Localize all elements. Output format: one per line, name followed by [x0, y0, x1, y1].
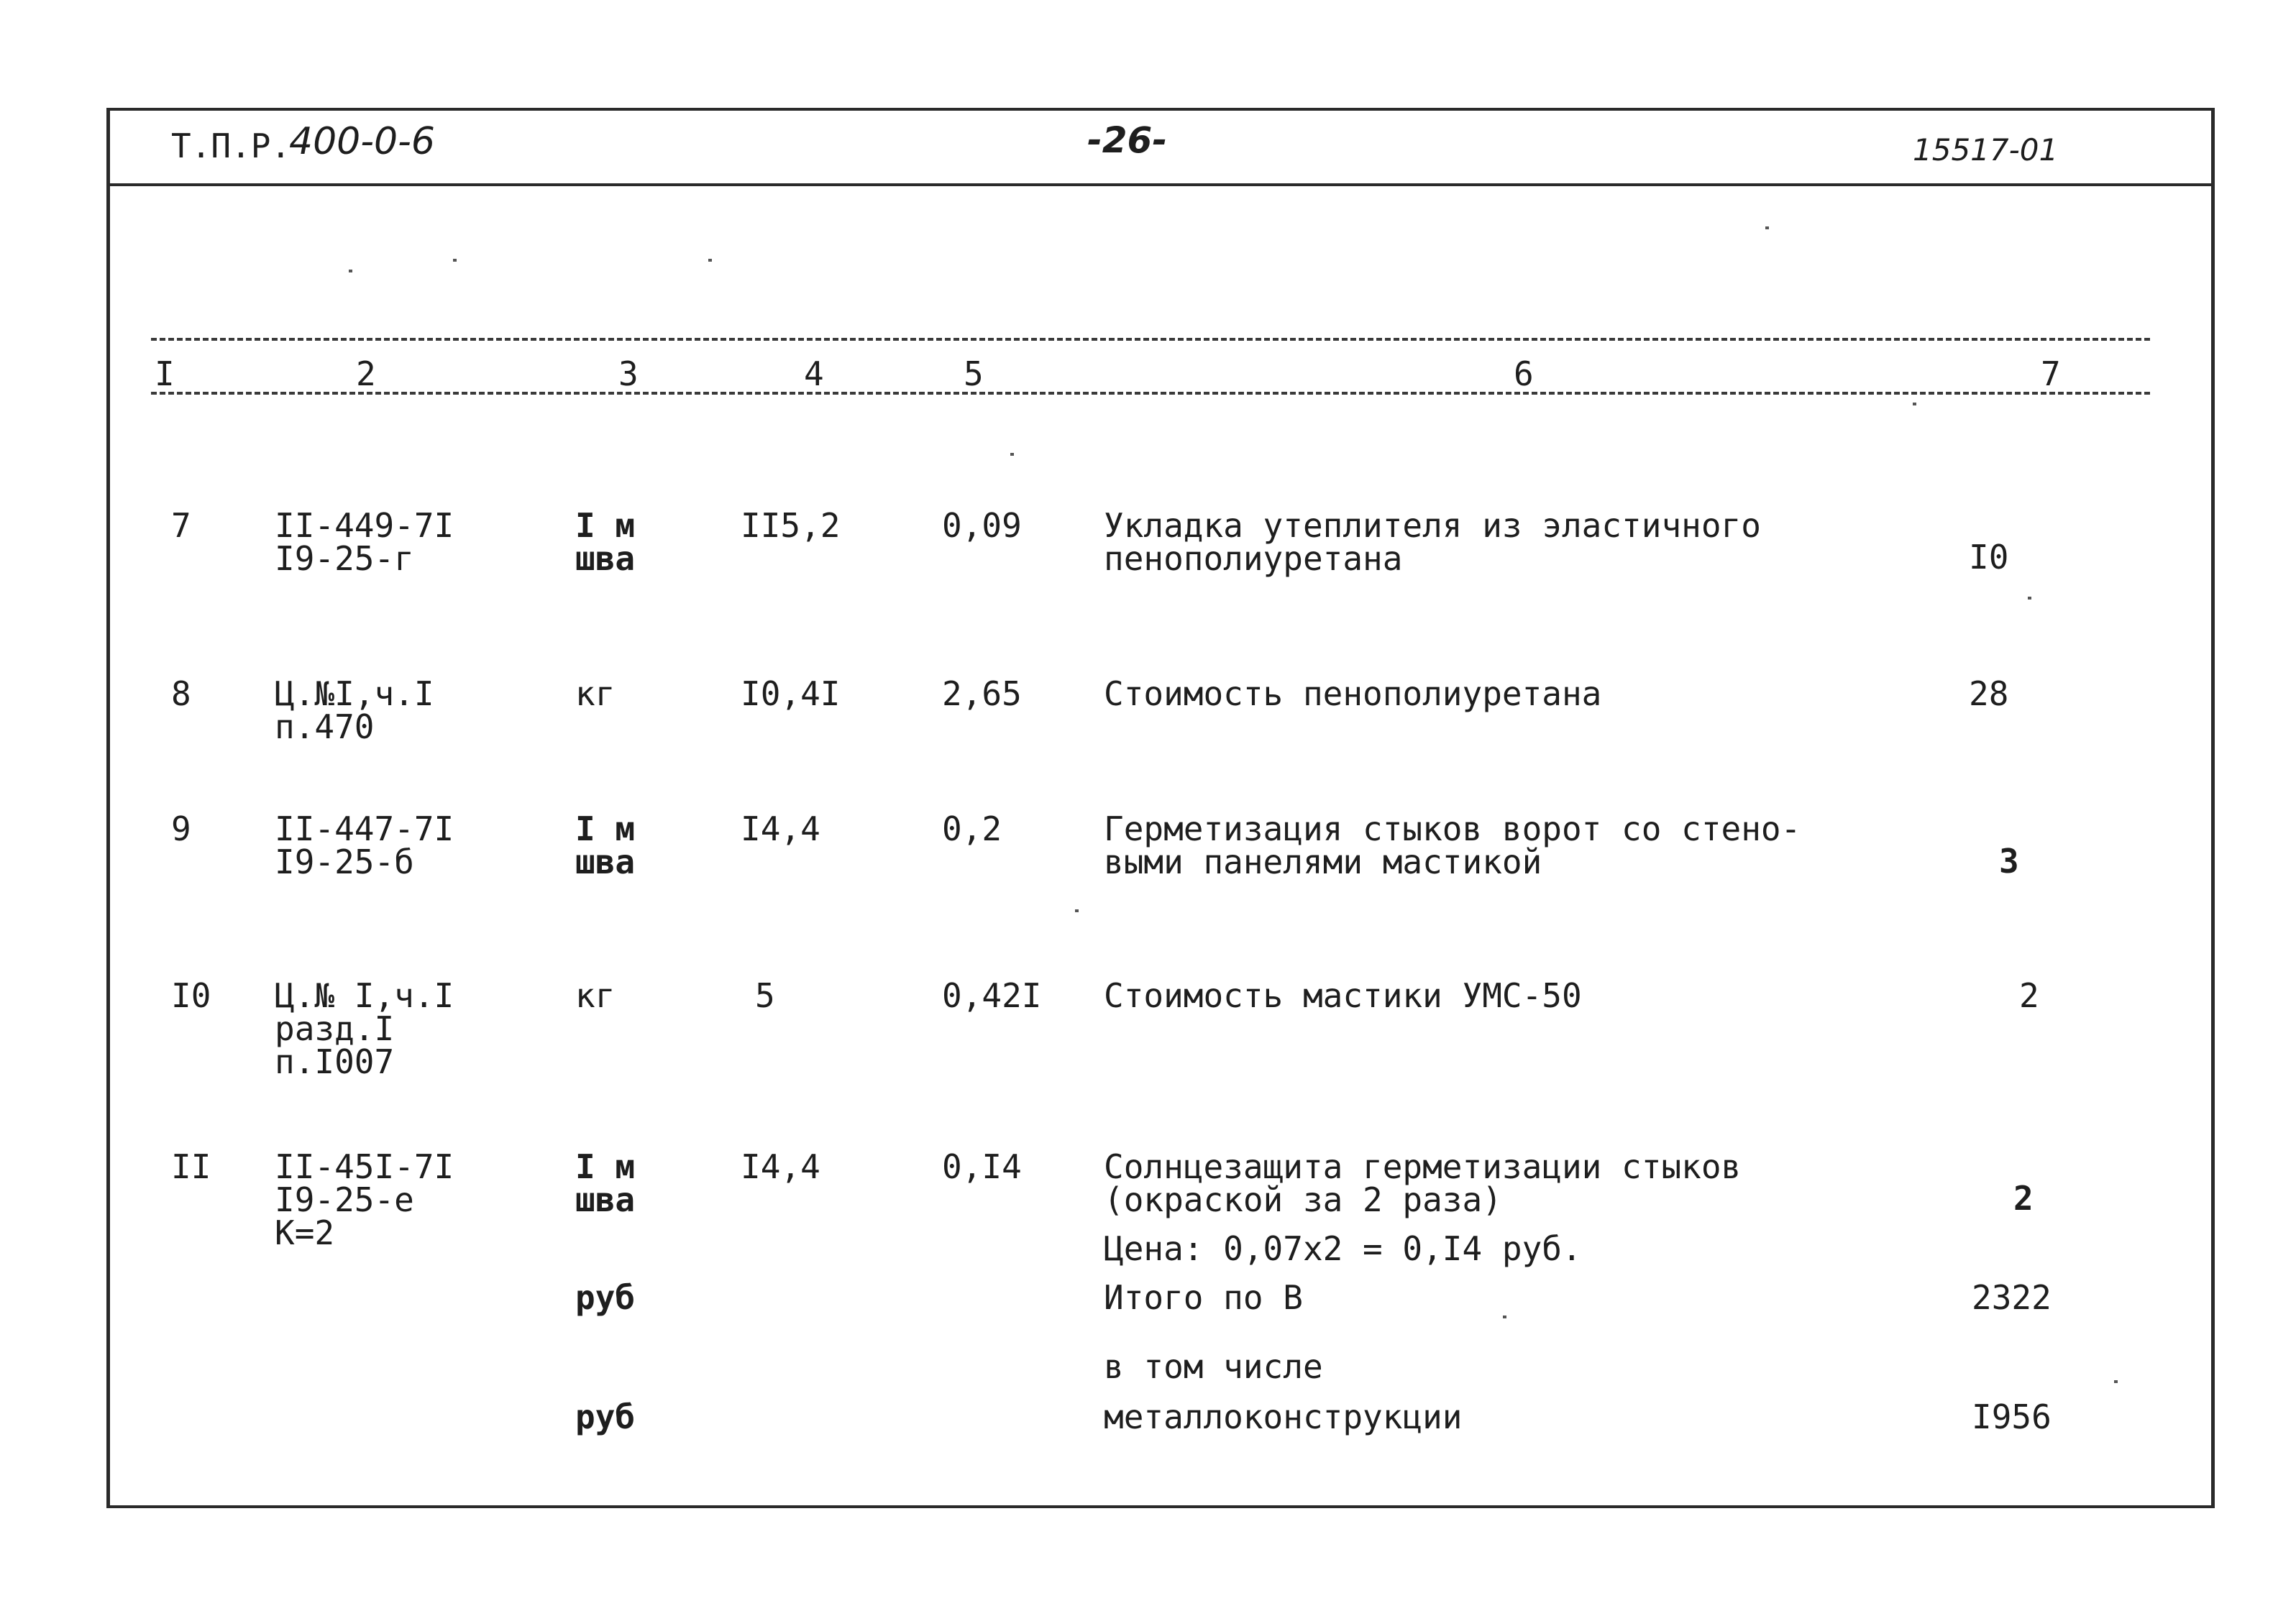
- row-7-unit: I м шва: [575, 506, 636, 578]
- row-9-reference: II-447-7I I9-25-б: [275, 809, 454, 881]
- scan-speck: [1010, 453, 1014, 456]
- summary-total-label: Итого по В: [1104, 1278, 1303, 1317]
- row-9-price: 0,2: [942, 809, 1002, 848]
- column-number-2: 2: [356, 354, 376, 393]
- row-8-quantity: I0,4I: [741, 674, 841, 713]
- summary-metal-value: I956: [1972, 1397, 2052, 1436]
- column-number-3: 3: [618, 354, 639, 393]
- header-code: Т.П.Р.: [171, 127, 291, 165]
- column-number-7: 7: [2041, 354, 2061, 393]
- column-number-4: 4: [804, 354, 824, 393]
- column-number-6: 6: [1514, 354, 1534, 393]
- row-11-description: Солнцезащита герметизации стыков (окраской за 2 раза): [1104, 1147, 1742, 1219]
- scan-speck: [2028, 597, 2031, 600]
- row-10-price: 0,42I: [942, 976, 1042, 1015]
- row-10-quantity: 5: [755, 976, 775, 1015]
- row-11-total: 2: [2013, 1179, 2034, 1218]
- row-9-quantity: I4,4: [741, 809, 820, 848]
- scan-speck: [708, 259, 712, 262]
- summary-metal-label: металлоконструкции: [1104, 1397, 1463, 1436]
- archive-number: 15517-01: [1913, 132, 2059, 167]
- row-7-reference: II-449-7I I9-25-г: [275, 506, 454, 578]
- row-8-number: 8: [171, 674, 191, 713]
- scan-speck: [1765, 226, 1769, 229]
- summary-metal-unit: руб: [575, 1397, 636, 1436]
- row-11-price: 0,I4: [942, 1147, 1022, 1186]
- row-7-description: Укладка утеплителя из эластичного пенополиуретана: [1104, 506, 1761, 578]
- row-8-reference: Ц.№I,ч.I п.470: [275, 674, 434, 746]
- row-11-quantity: I4,4: [741, 1147, 820, 1186]
- scan-speck: [2114, 1380, 2118, 1383]
- row-8-unit: кг: [575, 674, 616, 713]
- row-9-total: 3: [1999, 842, 2019, 881]
- header-series: 400-0-6: [289, 120, 435, 163]
- page-number: -26-: [1087, 119, 1168, 161]
- row-8-description: Стоимость пенополиуретана: [1104, 674, 1602, 713]
- scan-speck: [1075, 909, 1079, 912]
- row-7-quantity: II5,2: [741, 506, 841, 545]
- summary-total-value: 2322: [1972, 1278, 2052, 1317]
- row-8-price: 2,65: [942, 674, 1022, 713]
- column-header-top-rule: [151, 338, 2150, 341]
- scan-speck: [1913, 403, 1916, 405]
- row-9-description: Герметизация стыков ворот со стено- выми панелями мастикой: [1104, 809, 1801, 881]
- row-10-number: I0: [171, 976, 211, 1015]
- header-rule: [106, 183, 2211, 186]
- scan-speck: [349, 270, 352, 272]
- price-note: Цена: 0,07х2 = 0,I4 руб.: [1104, 1229, 1582, 1268]
- row-11-reference: II-45I-7I I9-25-е К=2: [275, 1147, 454, 1252]
- row-10-total: 2: [2019, 976, 2039, 1015]
- row-7-price: 0,09: [942, 506, 1022, 545]
- row-7-total: I0: [1969, 538, 2009, 577]
- summary-including-label: в том числе: [1104, 1347, 1323, 1386]
- row-10-reference: Ц.№ I,ч.I разд.I п.I007: [275, 976, 454, 1081]
- summary-total-unit: руб: [575, 1278, 636, 1317]
- scan-speck: [453, 259, 457, 262]
- row-7-number: 7: [171, 506, 191, 545]
- column-number-1: I: [155, 354, 175, 393]
- row-9-unit: I м шва: [575, 809, 636, 881]
- column-number-5: 5: [964, 354, 984, 393]
- column-header-bottom-rule: [151, 392, 2150, 395]
- scan-speck: [1503, 1316, 1506, 1318]
- row-11-unit: I м шва: [575, 1147, 636, 1219]
- row-8-total: 28: [1969, 674, 2009, 713]
- row-10-description: Стоимость мастики УМС-50: [1104, 976, 1582, 1015]
- row-10-unit: кг: [575, 976, 616, 1015]
- row-11-number: II: [171, 1147, 211, 1186]
- row-9-number: 9: [171, 809, 191, 848]
